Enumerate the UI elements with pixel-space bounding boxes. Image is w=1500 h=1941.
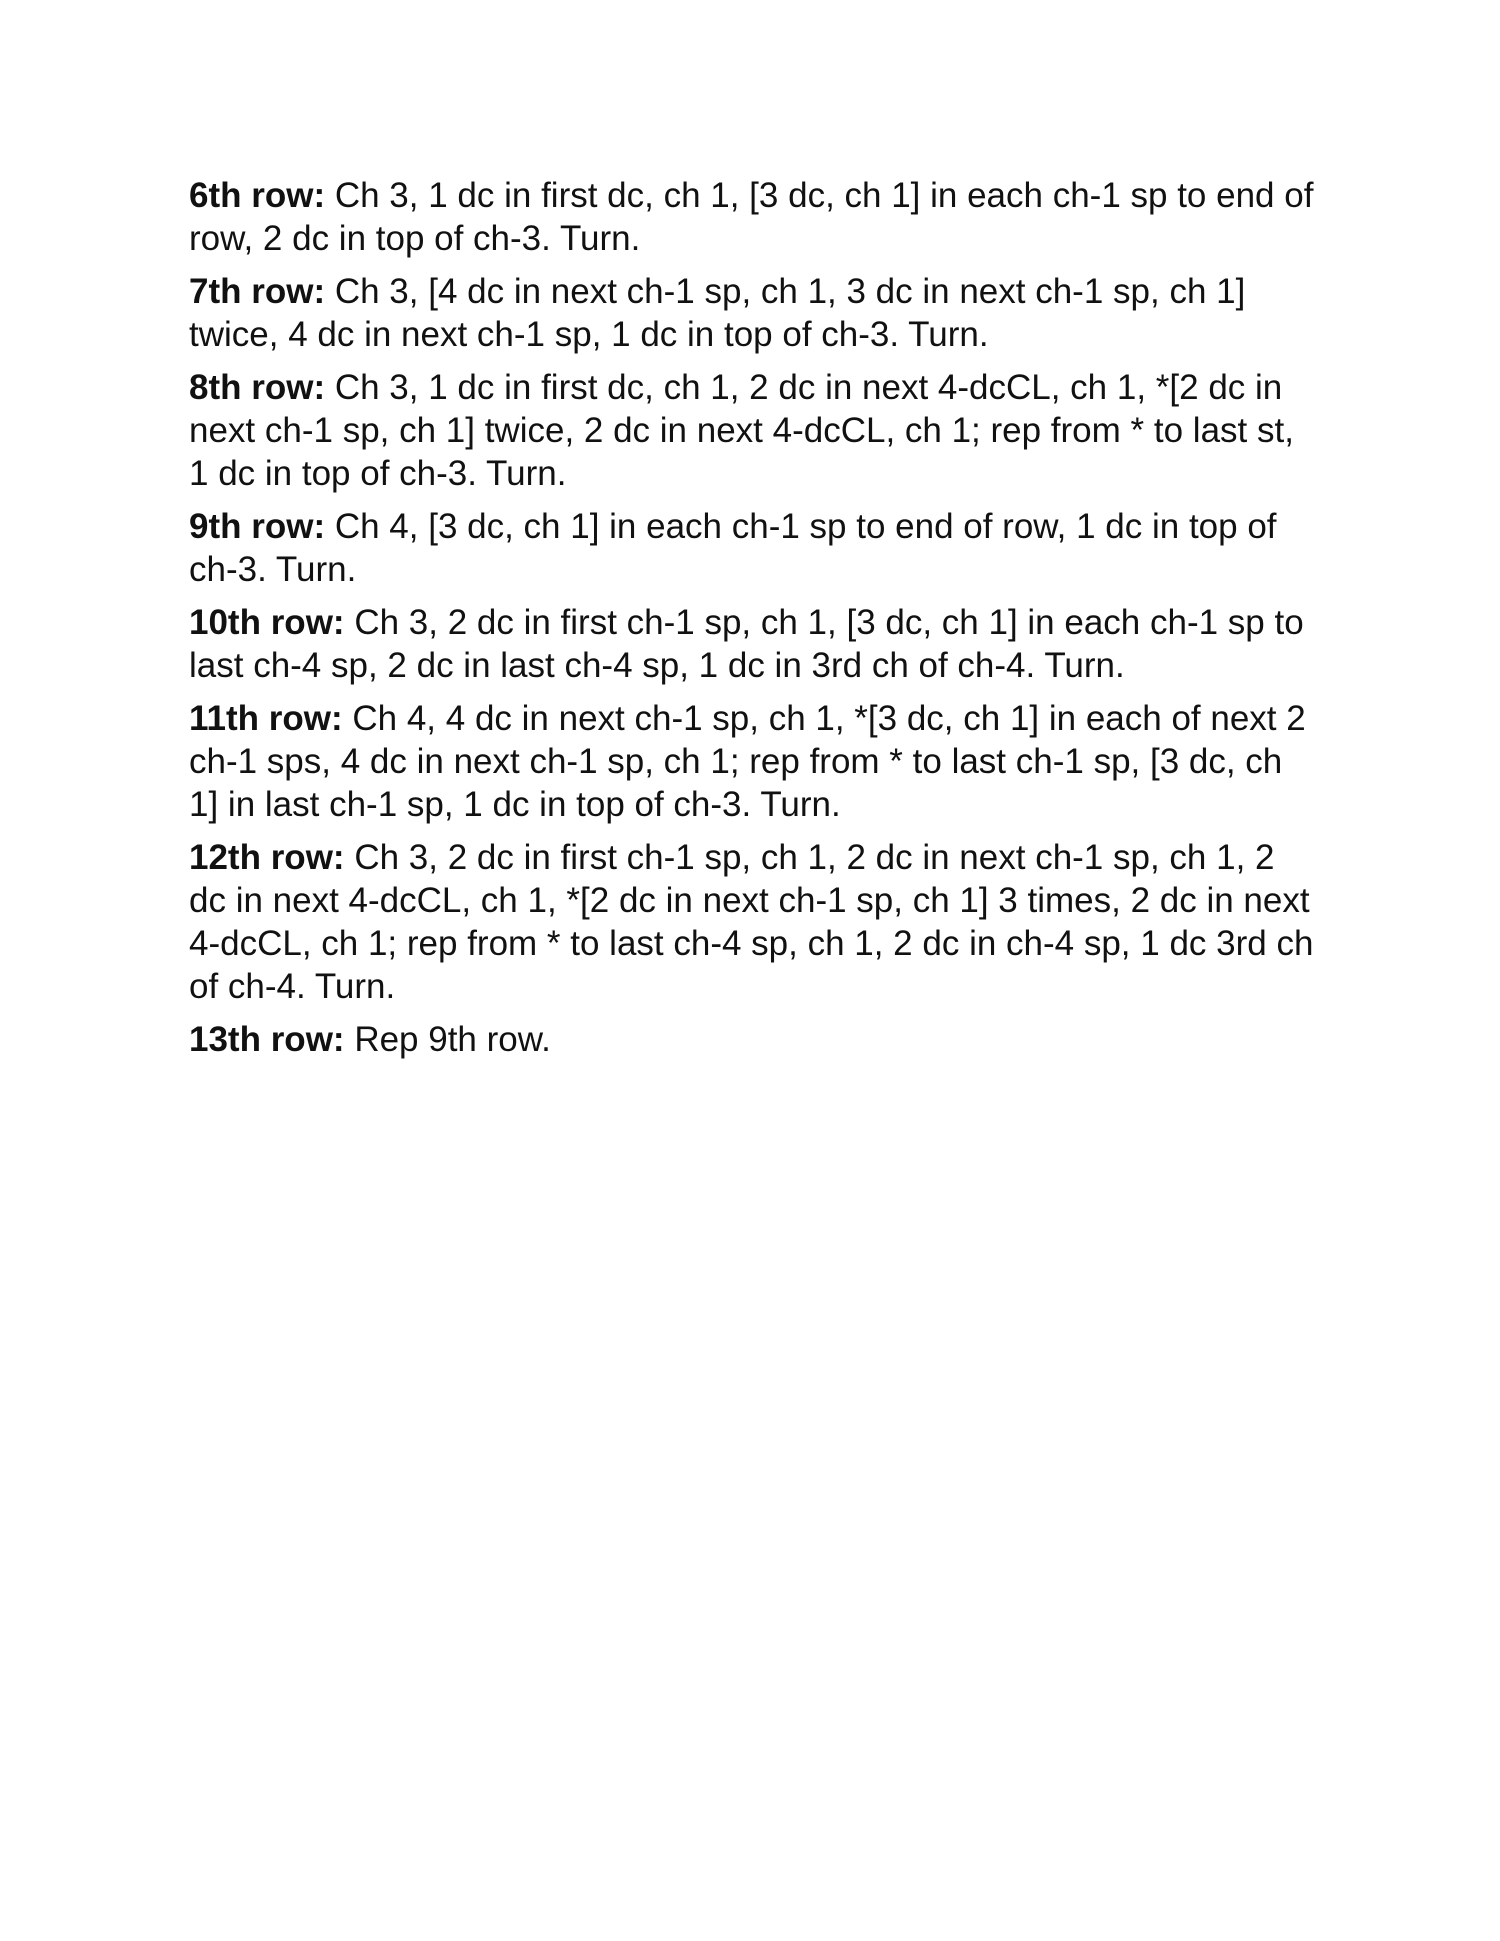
row-7-label: 7th row:: [189, 272, 326, 311]
row-13-label: 13th row:: [189, 1020, 345, 1059]
row-11-instruction: [189, 697, 1319, 826]
pattern-instructions: [189, 174, 1319, 1071]
row-6-text: Ch 3, 1 dc in first dc, ch 1, [3 dc, ch 1] in each ch-1 sp to end of row, 2 dc in top of ch-3. Turn.: [189, 176, 1314, 258]
row-12-instruction: [189, 836, 1319, 1008]
row-8-label: 8th row:: [189, 368, 326, 407]
row-11-text: Ch 4, 4 dc in next ch-1 sp, ch 1, *[3 dc, ch 1] in each of next 2 ch-1 sps, 4 dc in next ch-1 sp, ch 1; rep from * to last ch-1 sp, [3 dc, ch 1] in last ch-1 sp, 1 dc in top of ch-3. Turn.: [189, 699, 1306, 824]
row-8-text: Ch 3, 1 dc in first dc, ch 1, 2 dc in next 4-dcCL, ch 1, *[2 dc in next ch-1 sp, ch 1] twice, 2 dc in next 4-dcCL, ch 1; rep from * to last st, 1 dc in top of ch-3. Turn.: [189, 368, 1294, 493]
row-13-instruction: [189, 1018, 1319, 1061]
row-6-label: 6th row:: [189, 176, 326, 215]
row-13-text: Rep 9th row.: [354, 1020, 551, 1059]
row-12-text: Ch 3, 2 dc in first ch-1 sp, ch 1, 2 dc in next ch-1 sp, ch 1, 2 dc in next 4-dcCL, ch 1, *[2 dc in next ch-1 sp, ch 1] 3 times, 2 dc in next 4-dcCL, ch 1; rep from * to last ch-4 sp, ch 1, 2 dc in ch-4 sp, 1 dc 3rd ch of ch-4. Turn.: [189, 838, 1314, 1006]
row-6-instruction: [189, 174, 1319, 260]
row-9-text: Ch 4, [3 dc, ch 1] in each ch-1 sp to end of row, 1 dc in top of ch-3. Turn.: [189, 507, 1277, 589]
row-10-text: Ch 3, 2 dc in first ch-1 sp, ch 1, [3 dc, ch 1] in each ch-1 sp to last ch-4 sp, 2 dc in last ch-4 sp, 1 dc in 3rd ch of ch-4. Turn.: [189, 603, 1304, 685]
row-9-instruction: [189, 505, 1319, 591]
row-9-label: 9th row:: [189, 507, 326, 546]
row-12-label: 12th row:: [189, 838, 345, 877]
row-11-label: 11th row:: [189, 699, 343, 738]
row-10-instruction: [189, 601, 1319, 687]
row-10-label: 10th row:: [189, 603, 345, 642]
row-8-instruction: [189, 366, 1319, 495]
row-7-text: Ch 3, [4 dc in next ch-1 sp, ch 1, 3 dc in next ch-1 sp, ch 1] twice, 4 dc in next ch-1 sp, 1 dc in top of ch-3. Turn.: [189, 272, 1246, 354]
row-7-instruction: [189, 270, 1319, 356]
